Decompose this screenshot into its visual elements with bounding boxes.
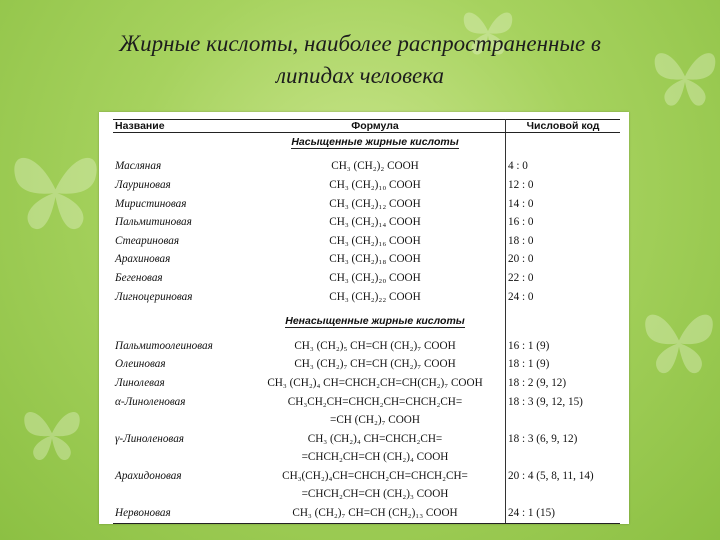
section-row-saturated — [113, 133, 620, 152]
acid-code: 18 : 0 — [508, 234, 534, 247]
acid-formula-continuation: =CHCH₂CH=CH (CH₂)₃ COOH — [245, 486, 506, 505]
acid-formula: CH₃CH₂CH=CHCH₂CH=CHCH₂CH= — [245, 393, 506, 412]
acid-name: Арахидоновая — [115, 469, 182, 482]
acid-code: 24 : 1 (15) — [506, 504, 621, 523]
acid-code: 24 : 0 — [508, 290, 534, 303]
acid-formula: CH₃ (CH₂)₁₂ COOH — [245, 195, 506, 214]
title-line-2: липидах человека — [276, 63, 444, 88]
page-title — [40, 28, 680, 92]
table-row — [113, 269, 620, 288]
acid-name: Стеариновая — [115, 234, 180, 247]
acid-code: 14 : 0 — [508, 197, 534, 210]
acid-name: Масляная — [115, 160, 162, 173]
saturated-heading: Насыщенные жирные кислоты — [291, 135, 459, 148]
table-row — [113, 158, 620, 177]
acid-formula: CH₃ (CH₂)₁₀ COOH — [245, 176, 506, 195]
acid-code: 18 : 1 (9) — [508, 358, 550, 371]
acid-code: 16 : 1 (9) — [508, 339, 550, 352]
table-row — [113, 467, 620, 486]
acid-formula: CH₃ (CH₂)₂ COOH — [245, 158, 506, 177]
unsaturated-heading: Ненасыщенные жирные кислоты — [285, 315, 465, 328]
acid-code: 4 : 0 — [508, 160, 528, 173]
table-row — [113, 504, 620, 523]
header-name: Название — [113, 120, 245, 133]
acid-name: Миристиновая — [115, 197, 187, 210]
acid-name: Лигноцериновая — [115, 290, 193, 303]
acid-code: 12 : 0 — [508, 178, 534, 191]
section-row-unsaturated — [113, 312, 620, 331]
table-row — [113, 337, 620, 356]
table-row — [113, 176, 620, 195]
acid-formula: CH₃ (CH₂)₄ CH=CHCH₂CH=CH(CH₂)₇ COOH — [245, 374, 506, 393]
table-row-continuation — [113, 411, 620, 430]
butterfly-icon — [640, 300, 718, 378]
acid-formula: CH₃ (CH₂)₂₀ COOH — [245, 269, 506, 288]
fatty-acids-table — [113, 119, 620, 524]
acid-name: Лауриновая — [115, 178, 171, 191]
acid-name: Олеиновая — [115, 358, 166, 371]
acid-name: γ-Линоленовая — [115, 432, 185, 445]
acid-code: 18 : 3 (9, 12, 15) — [508, 395, 583, 408]
table-row — [113, 288, 620, 307]
acid-name: Арахиновая — [115, 253, 171, 266]
acid-formula: CH₃ (CH₂)₁₄ COOH — [245, 213, 506, 232]
acid-formula: CH₃(CH₂)₄CH=CHCH₂CH=CHCH₂CH= — [245, 467, 506, 486]
acid-formula-continuation: =CH (CH₂)₇ COOH — [245, 411, 506, 430]
acid-name: Нервоновая — [113, 504, 245, 523]
header-formula: Формула — [245, 120, 506, 133]
fatty-acids-table-sheet — [99, 112, 629, 524]
table-row — [113, 195, 620, 214]
table-row — [113, 393, 620, 412]
acid-formula: CH₃ (CH₂)₁₈ COOH — [245, 251, 506, 270]
table-row — [113, 251, 620, 270]
acid-code: 16 : 0 — [508, 216, 534, 229]
table-row — [113, 232, 620, 251]
acid-code: 20 : 0 — [508, 253, 534, 266]
header-code: Числовой код — [506, 120, 621, 133]
acid-formula: CH₃ (CH₂)₇ CH=CH (CH₂)₇ COOH — [245, 356, 506, 375]
table-row — [113, 213, 620, 232]
butterfly-icon — [8, 140, 103, 235]
acid-name: Пальмитиновая — [115, 216, 192, 229]
acid-code: 20 : 4 (5, 8, 11, 14) — [508, 469, 594, 482]
title-line-1: Жирные кислоты, наиболее распространенные в — [119, 31, 601, 56]
acid-formula: CH₃ (CH₂)₄ CH=CHCH₂CH= — [245, 430, 506, 449]
acid-formula: CH₃ (CH₂)₂₂ COOH — [245, 288, 506, 307]
acid-name: Пальмитоолеиновая — [115, 339, 213, 352]
acid-name: Линолевая — [115, 376, 165, 389]
acid-code: 22 : 0 — [508, 271, 534, 284]
acid-formula: CH₃ (CH₂)₇ CH=CH (CH₂)₁₃ COOH — [245, 504, 506, 523]
acid-name: Бегеновая — [115, 271, 163, 284]
table-row-continuation — [113, 449, 620, 468]
acid-name: α-Линоленовая — [115, 395, 186, 408]
table-row-continuation — [113, 486, 620, 505]
table-row — [113, 430, 620, 449]
acid-formula-continuation: =CHCH₂CH=CH (CH₂)₄ COOH — [245, 449, 506, 468]
table-row — [113, 374, 620, 393]
table-header-row — [113, 120, 620, 133]
acid-code: 18 : 3 (6, 9, 12) — [508, 432, 578, 445]
acid-code: 18 : 2 (9, 12) — [508, 376, 567, 389]
acid-formula: CH₃ (CH₂)₁₆ COOH — [245, 232, 506, 251]
acid-formula: CH₃ (CH₂)₅ CH=CH (CH₂)₇ COOH — [245, 337, 506, 356]
table-row — [113, 356, 620, 375]
butterfly-icon — [20, 400, 84, 464]
